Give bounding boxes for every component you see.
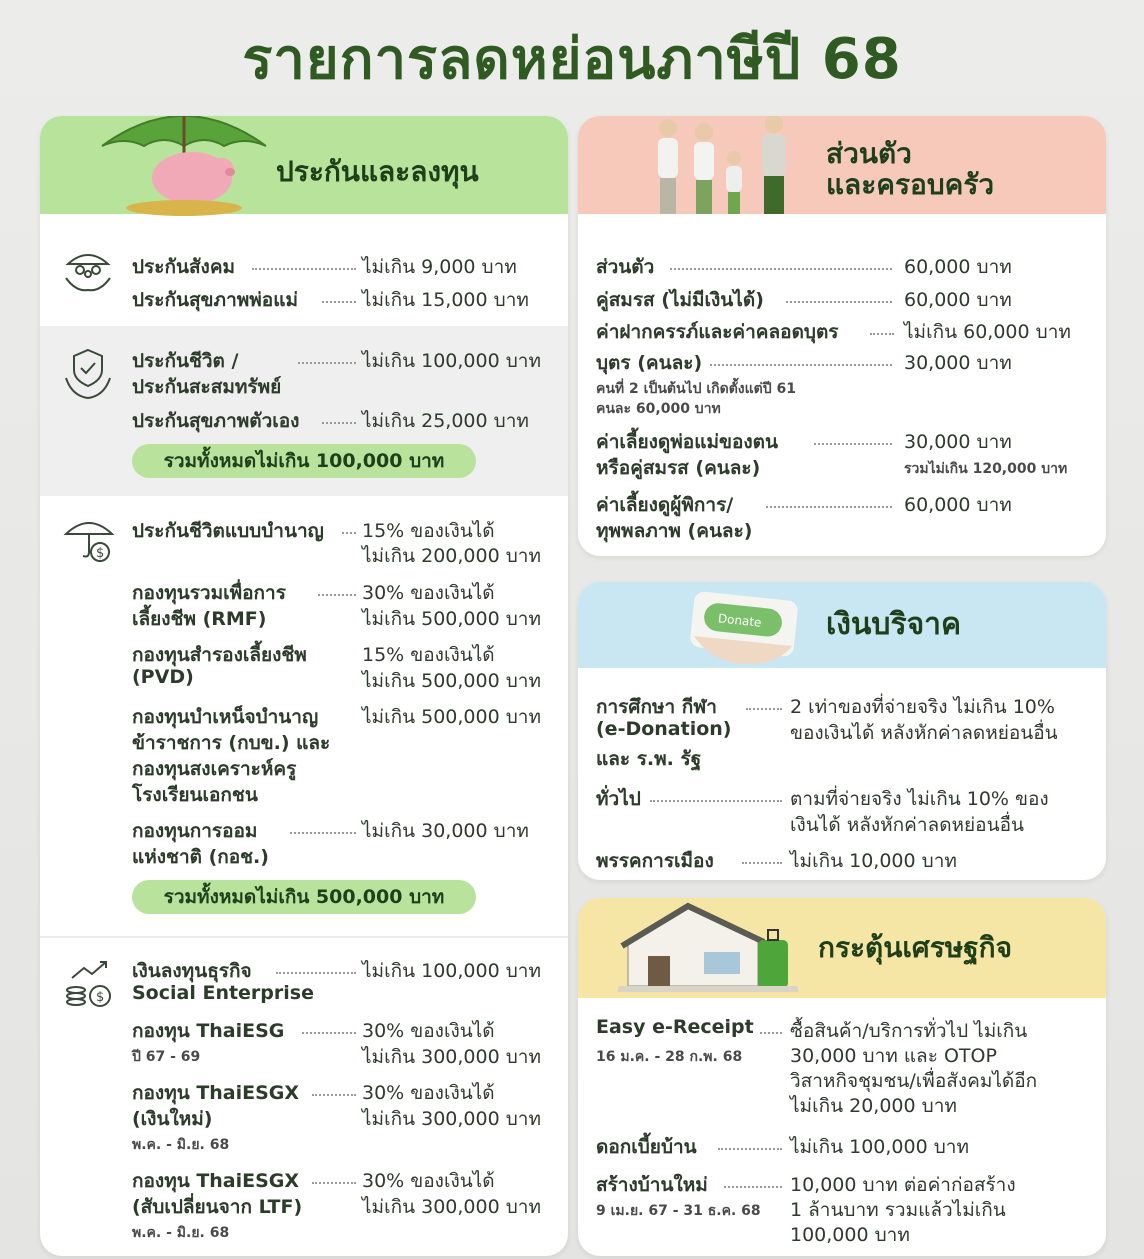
row-value: 30,000 บาท [904,431,1012,453]
row-value: 2 เท่าของที่จ่ายจริง ไม่เกิน 10% [790,696,1055,718]
house-suitcase-icon [608,900,808,996]
row-label: แห่งชาติ (กอช.) [132,846,269,868]
card-insurance-investment [40,116,568,1256]
row-label: ประกันชีวิตแบบบำนาญ [132,520,324,542]
row-label: ประกันสุขภาพพ่อแม่ [132,289,298,311]
leader-dots [742,862,782,864]
row-label: Social Enterprise [132,982,314,1004]
donate-card-icon [684,582,804,668]
family-umbrella-icon [62,244,114,296]
row-label: กองทุน ThaiESGX [132,1082,300,1104]
row-note: คนละ 60,000 บาท [596,401,721,417]
row-value: ไม่เกิน 10,000 บาท [790,850,957,872]
row-label: เงินลงทุนธุรกิจ [132,960,252,982]
row-value: 30% ของเงินได้ [362,1170,495,1192]
leader-dots [312,1182,356,1184]
leader-dots [342,532,356,534]
leader-dots [670,268,892,270]
leader-dots [718,1148,782,1150]
row-label: กองทุนรวมเพื่อการ [132,582,286,604]
growth-coins-icon [62,956,118,1012]
umbrella-coin-icon [62,512,116,566]
row-label: ค่าเลี้ยงดูพ่อแม่ของตน [596,431,778,453]
row-value: ไม่เกิน 9,000 บาท [362,256,517,278]
row-note: 9 เม.ย. 67 - 31 ธ.ค. 68 [596,1203,761,1219]
row-value: ตามที่จ่ายจริง ไม่เกิน 10% ของ [790,788,1049,810]
row-note: คนที่ 2 เป็นต้นไป เกิดตั้งแต่ปี 61 [596,381,796,397]
row-value: ไม่เกิน 300,000 บาท [362,1108,541,1130]
card-title [826,138,994,201]
row-label: (PVD) [132,666,194,688]
leader-dots [746,708,782,710]
row-label: กองทุน ThaiESGX [132,1170,300,1192]
card-title: กระตุ้นเศรษฐกิจ [818,931,1013,964]
leader-dots [322,301,356,303]
row-value: เงินได้ หลังหักค่าลดหย่อนอื่น [790,814,1024,836]
card-header [578,116,1106,214]
row-label: ประกันชีวิต / [132,350,239,372]
card-header [40,116,568,214]
section-esg-funds [40,936,568,1256]
leader-dots [870,333,894,335]
card-economic-stimulus [578,898,1106,1256]
row-value: 30% ของเงินได้ [362,1020,495,1042]
leader-dots [302,1032,356,1034]
leader-dots [298,362,356,364]
row-label: เลี้ยงชีพ (RMF) [132,608,267,630]
row-value: 15% ของเงินได้ [362,644,495,666]
row-value: ไม่เกิน 25,000 บาท [362,410,529,432]
row-label: โรงเรียนเอกชน [132,784,258,806]
donate-card-label: Donate [717,611,763,630]
leader-dots [650,800,782,802]
shield-hands-icon [62,346,114,402]
row-label: ส่วนตัว [596,256,655,278]
card-header [578,898,1106,998]
row-label: Easy e-Receipt [596,1016,754,1038]
row-label: ค่าฝากครรภ์และค่าคลอดบุตร [596,321,839,343]
total-pill: รวมทั้งหมดไม่เกิน 100,000 บาท [132,444,476,478]
row-label: สร้างบ้านใหม่ [596,1174,708,1196]
row-label: หรือคู่สมรส (คนละ) [596,457,761,479]
piggy-umbrella-icon [84,116,284,216]
row-label: การศึกษา กีฬา [596,696,717,718]
leader-dots [760,1032,782,1034]
leader-dots [290,832,356,834]
row-label: กองทุนสำรองเลี้ยงชีพ [132,644,307,666]
leader-dots [766,506,892,508]
row-value: ไม่เกิน 100,000 บาท [790,1136,969,1158]
row-label: และ ร.พ. รัฐ [596,748,702,770]
row-label: กองทุนการออม [132,820,258,842]
row-label: กองทุน ThaiESG [132,1020,285,1042]
row-value: ไม่เกิน 60,000 บาท [904,321,1071,343]
card-personal-family [578,116,1106,556]
row-label: ข้าราชการ (กบข.) และ [132,732,331,754]
row-value: 30,000 บาท [904,352,1012,374]
row-value: 60,000 บาท [904,289,1012,311]
row-value: 30% ของเงินได้ [362,582,495,604]
row-value: ไม่เกิน 15,000 บาท [362,289,529,311]
card-title: เงินบริจาค [826,607,962,642]
row-label: ทั่วไป [596,788,641,810]
row-note: พ.ค. - มิ.ย. 68 [132,1225,230,1241]
row-value: ไม่เกิน 20,000 บาท [790,1095,957,1117]
row-value: ไม่เกิน 300,000 บาท [362,1046,541,1068]
section-life-health [40,326,568,496]
row-label: กองทุนบำเหน็จบำนาญ [132,706,319,728]
row-value: ไม่เกิน 100,000 บาท [362,960,541,982]
card-title-line: ส่วนตัว [826,137,912,170]
leader-dots [322,422,356,424]
row-label: ค่าเลี้ยงดูผู้พิการ/ [596,494,734,516]
leader-dots [814,443,892,445]
card-title-line: และครอบครัว [826,168,995,202]
svg-text:$: $ [96,990,105,1005]
row-value: ไม่เกิน 500,000 บาท [362,670,541,692]
row-label: ประกันสังคม [132,256,236,278]
row-label: คู่สมรส (ไม่มีเงินได้) [596,289,764,311]
row-value: ซื้อสินค้า/บริการทั่วไป ไม่เกิน [790,1020,1028,1042]
leader-dots [312,1094,356,1096]
row-value: ไม่เกิน 500,000 บาท [362,706,541,728]
page-title: รายการลดหย่อนภาษีปี 68 [242,27,902,92]
row-label: ดอกเบี้ยบ้าน [596,1136,697,1158]
row-label: ประกันสุขภาพตัวเอง [132,410,300,432]
row-value: ของเงินได้ หลังหักค่าลดหย่อนอื่น [790,722,1058,744]
row-value: 1 ล้านบาท รวมแล้วไม่เกิน [790,1199,1006,1221]
row-note: 16 ม.ค. - 28 ก.พ. 68 [596,1049,743,1065]
row-value: 60,000 บาท [904,256,1012,278]
section-retirement-funds [40,496,568,936]
row-label: กองทุนสงเคราะห์ครู [132,758,297,780]
row-label: (เงินใหม่) [132,1108,213,1130]
leader-dots [786,301,892,303]
row-label: ประกันสะสมทรัพย์ [132,376,282,398]
row-value: 30,000 บาท และ OTOP [790,1045,997,1067]
row-label: (สับเปลี่ยนจาก LTF) [132,1196,303,1218]
leader-dots [724,1186,782,1188]
row-value: วิสาหกิจชุมชน/เพื่อสังคมได้อีก [790,1070,1038,1092]
leader-dots [318,594,356,596]
row-label: บุตร (คนละ) [596,352,703,374]
leader-dots [710,364,892,366]
row-label: พรรคการเมือง [596,850,714,872]
row-label: ทุพพลภาพ (คนละ) [596,520,753,542]
row-label: (e-Donation) [596,718,732,740]
section-social-insurance [40,214,568,326]
row-value: 30% ของเงินได้ [362,1082,495,1104]
row-value: 10,000 บาท ต่อค่าก่อสร้าง [790,1174,1016,1196]
card-header [578,582,1106,668]
row-value: ไม่เกิน 300,000 บาท [362,1196,541,1218]
row-value: 100,000 บาท [790,1224,910,1246]
family-photo-icon [634,116,814,214]
row-value: ไม่เกิน 100,000 บาท [362,350,541,372]
card-donation [578,582,1106,880]
row-note: พ.ค. - มิ.ย. 68 [132,1137,230,1153]
row-value: 15% ของเงินได้ [362,520,495,542]
row-value: ไม่เกิน 200,000 บาท [362,545,541,567]
leader-dots [252,268,356,270]
card-title: ประกันและลงทุน [276,155,479,188]
svg-text:$: $ [96,546,105,561]
row-note: ปี 67 - 69 [132,1049,201,1065]
total-pill: รวมทั้งหมดไม่เกิน 500,000 บาท [132,880,476,914]
leader-dots [276,972,356,974]
row-value: ไม่เกิน 30,000 บาท [362,820,529,842]
row-value: ไม่เกิน 500,000 บาท [362,608,541,630]
row-value: 60,000 บาท [904,494,1012,516]
row-note: รวมไม่เกิน 120,000 บาท [904,461,1068,477]
